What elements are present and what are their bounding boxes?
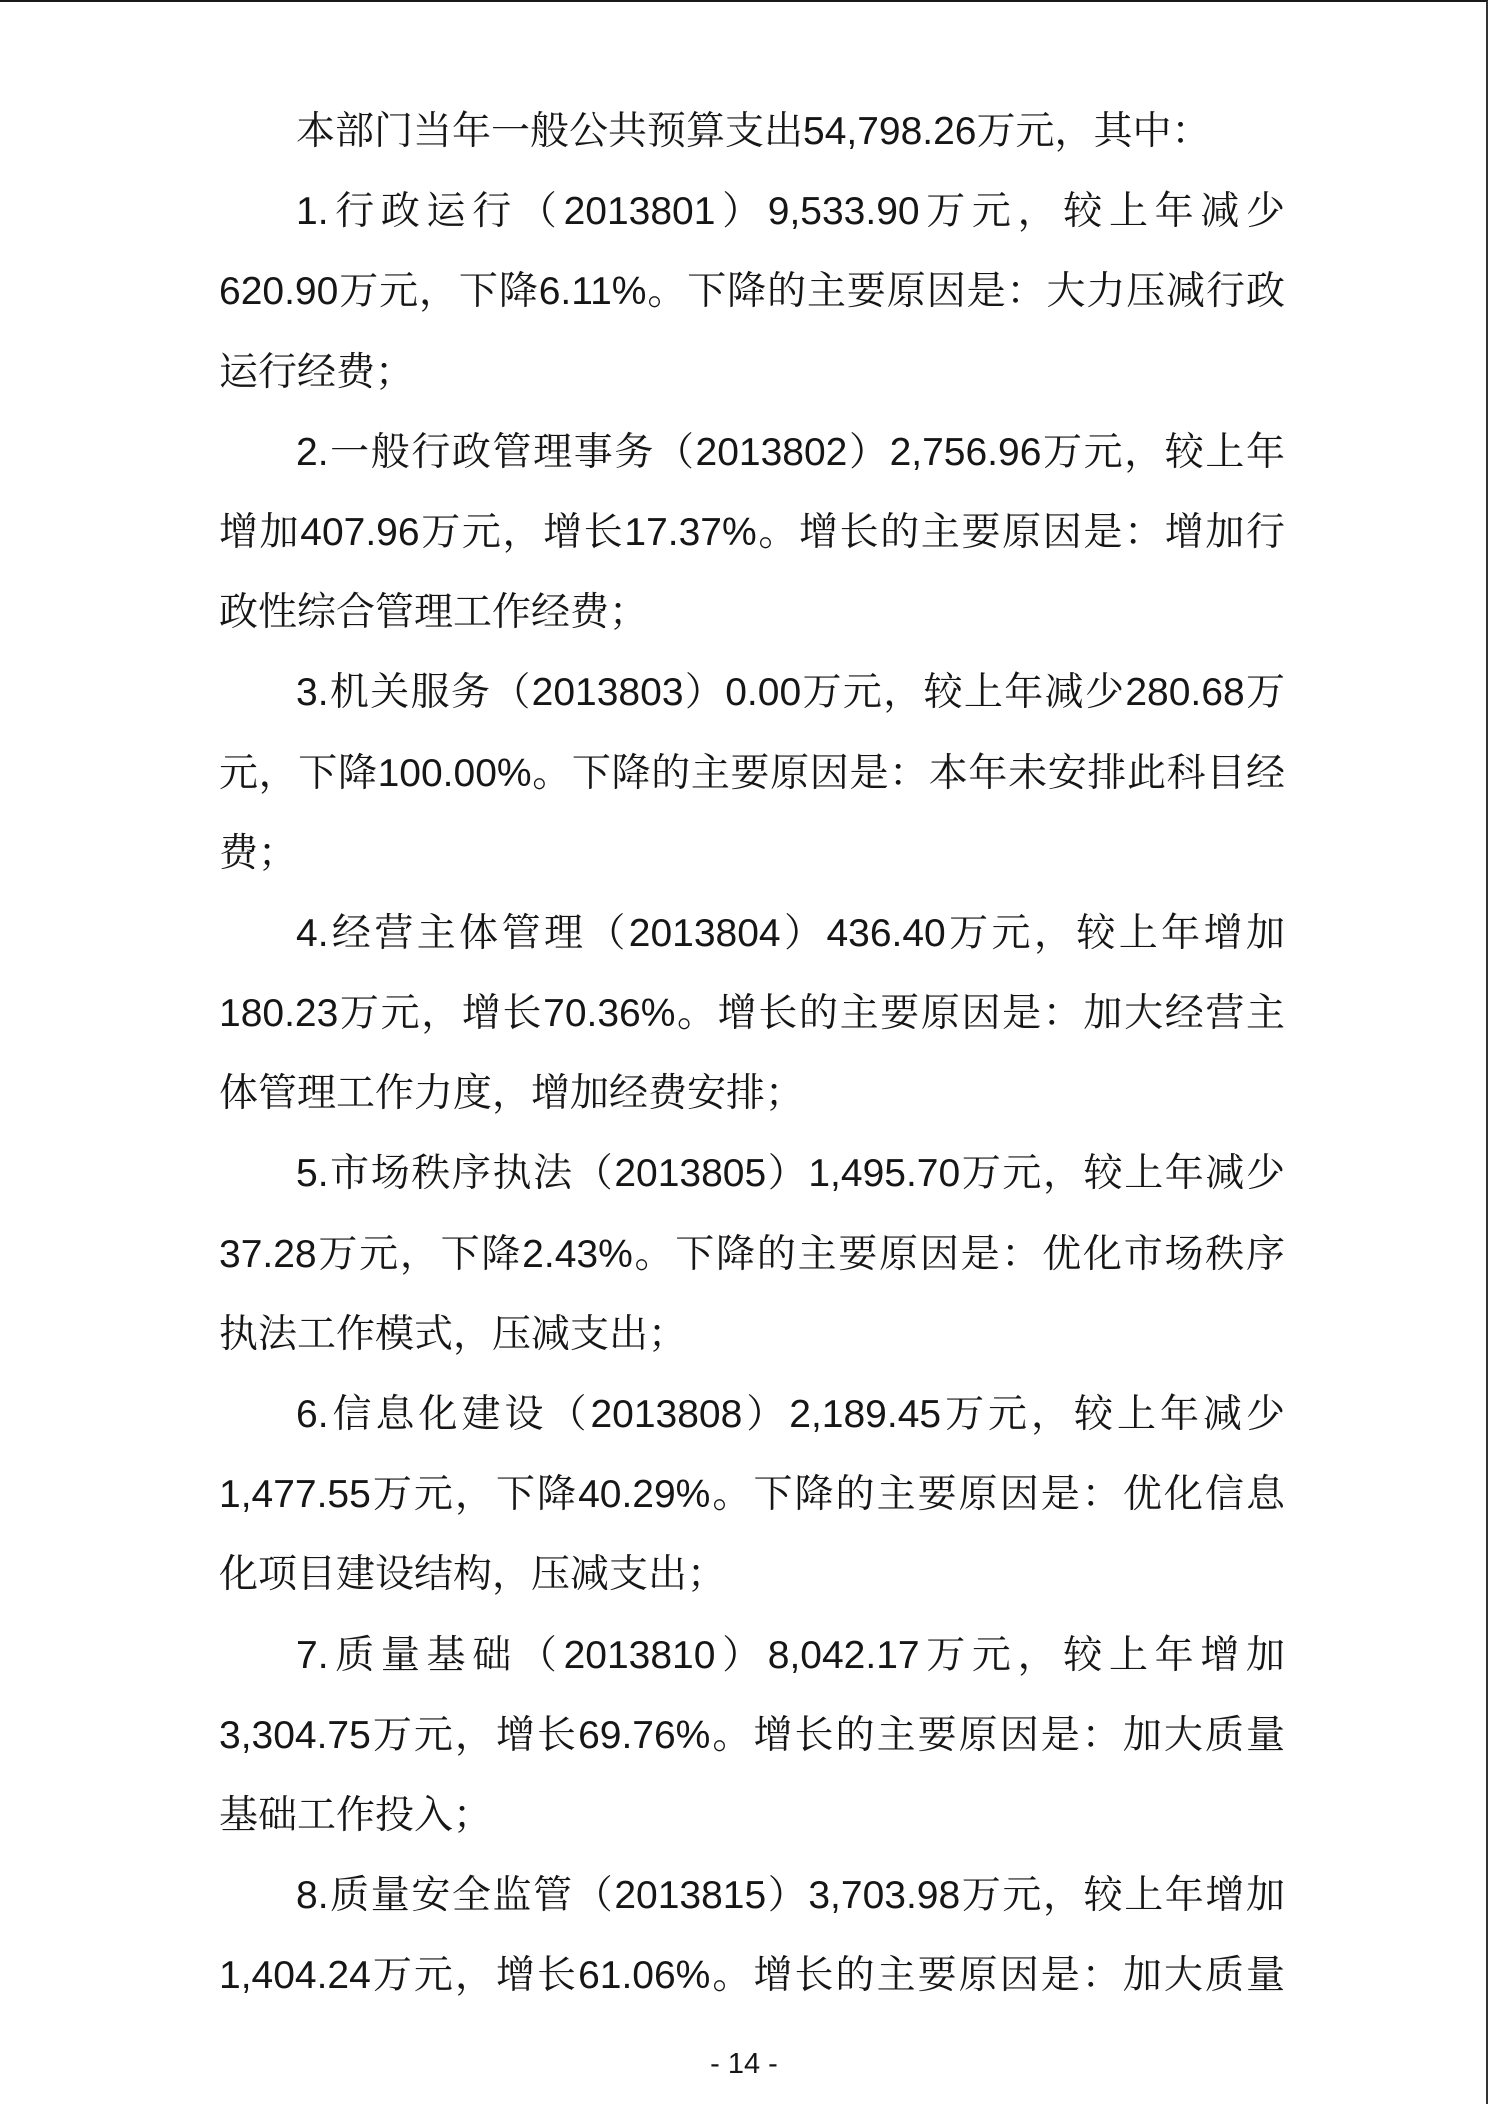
paragraph-line: 化项目建设结构，压减支出； [219,1553,727,1597]
paragraph-line: 4.经营主体管理（2013804）436.40万元，较上年增加 [296,911,1285,955]
item-paragraph-7 [219,1616,1285,1857]
intro-paragraph [219,92,1285,172]
paragraph-line: 2.一般行政管理事务（2013802）2,756.96万元，较上年 [296,430,1285,474]
paragraph-line: 1,404.24万元，增长61.06%。增长的主要原因是：加大质量 [219,1954,1285,1998]
paragraph-line: 本部门当年一般公共预算支出54,798.26万元，其中： [296,110,1211,153]
paragraph-line: 增加407.96万元，增长17.37%。增长的主要原因是：增加行 [219,510,1285,554]
item-paragraph-3 [219,653,1285,894]
paragraph-line: 3.机关服务（2013803）0.00万元，较上年减少280.68万 [296,671,1285,715]
page-number: - 14 - [710,2048,778,2080]
item-paragraph-2 [219,413,1285,654]
item-paragraph-4 [219,894,1285,1135]
item-paragraph-8 [219,1856,1285,2016]
document-body [219,92,1285,2017]
paragraph-line: 6.信息化建设（2013808）2,189.45万元，较上年减少 [296,1393,1285,1436]
paragraph-line: 1,477.55万元，下降40.29%。下降的主要原因是：优化信息 [219,1473,1285,1517]
paragraph-line: 基础工作投入； [219,1793,493,1837]
paragraph-line: 8.质量安全监管（2013815）3,703.98万元，较上年增加 [296,1874,1285,1918]
paragraph-line: 执法工作模式，压减支出； [219,1312,688,1356]
item-paragraph-6 [219,1375,1285,1616]
paragraph-line: 运行经费； [219,350,415,394]
paragraph-line: 3,304.75万元，增长69.76%。增长的主要原因是：加大质量 [219,1713,1285,1757]
paragraph-line: 元，下降100.00%。下降的主要原因是：本年未安排此科目经 [219,751,1285,795]
paragraph-line: 1.行政运行（2013801）9,533.90万元，较上年减少 [296,190,1285,234]
paragraph-line: 180.23万元，增长70.36%。增长的主要原因是：加大经营主 [219,992,1285,1036]
paragraph-line: 37.28万元，下降2.43%。下降的主要原因是：优化市场秩序 [219,1232,1285,1276]
paragraph-line: 7.质量基础（2013810）8,042.17万元，较上年增加 [296,1633,1285,1677]
item-paragraph-1 [219,172,1285,413]
paragraph-line: 政性综合管理工作经费； [219,591,649,635]
paragraph-line: 5.市场秩序执法（2013805）1,495.70万元，较上年减少 [296,1152,1285,1196]
paragraph-line: 体管理工作力度，增加经费安排； [219,1072,805,1116]
item-paragraph-5 [219,1134,1285,1375]
paragraph-line: 费； [219,831,298,875]
paragraph-line: 620.90万元，下降6.11%。下降的主要原因是：大力压减行政 [219,270,1285,314]
